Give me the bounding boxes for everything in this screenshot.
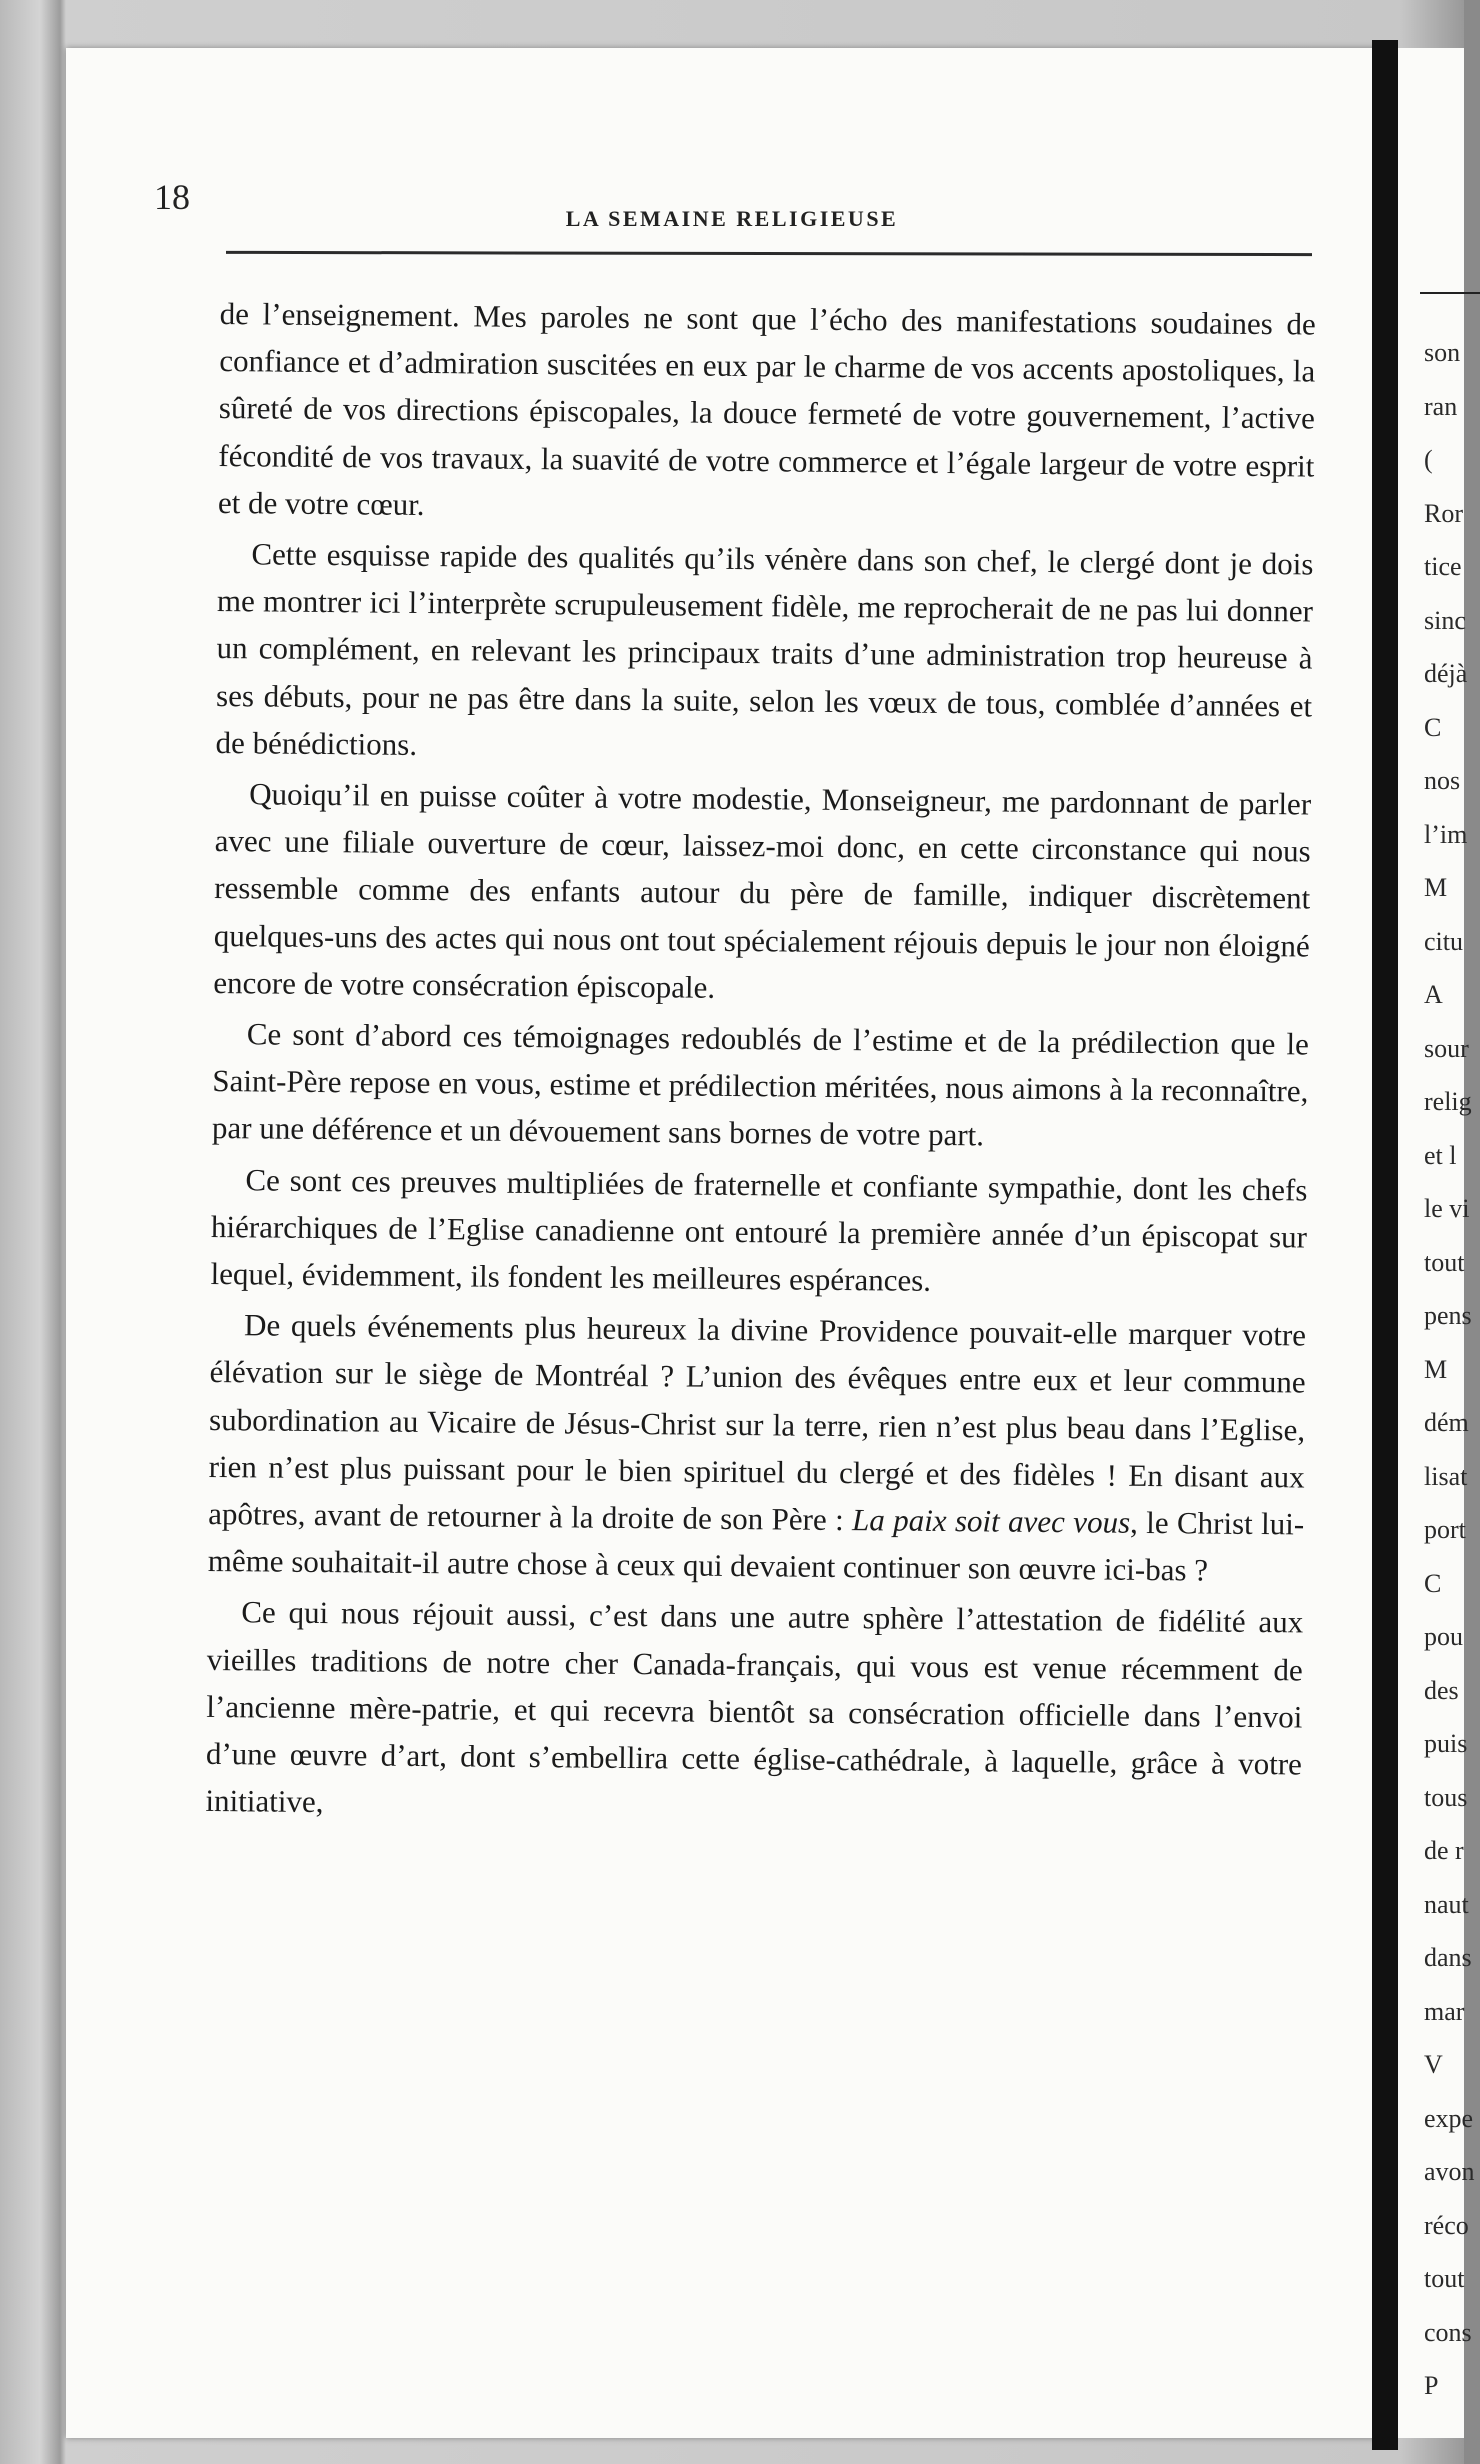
adjacent-page-fragment: des [1424, 1675, 1459, 1705]
adjacent-page-fragment: Ror [1424, 498, 1463, 528]
paragraph [208, 1301, 1307, 1595]
adjacent-page-fragment: expe [1424, 2103, 1474, 2133]
adjacent-page-fragment: le vi [1424, 1194, 1470, 1223]
adjacent-page-fragment: mar [1424, 1996, 1465, 2026]
adjacent-page-fragment: l’im [1424, 819, 1468, 849]
adjacent-page-fragment: M [1424, 1354, 1448, 1384]
adjacent-page-fragment: cons [1424, 2317, 1472, 2347]
adjacent-page-fragment: port [1424, 1515, 1466, 1544]
adjacent-page-fragment: ( [1424, 445, 1433, 474]
adjacent-page-fragment: sour [1424, 1033, 1469, 1063]
adjacent-page-fragment: sinc [1424, 605, 1466, 635]
adjacent-page-fragment: réco [1424, 2210, 1469, 2240]
adjacent-page [1398, 48, 1475, 2438]
paragraph: Ce sont ces preuves multipliées de fraternelle et confiante sympathie, dont les chefs hiérarchiques de l’Eglise canadienne ont entouré la première année d’un épiscopat sur lequel, évidemment, ils fondent les meilleures espérances. [210, 1161, 1308, 1298]
adjacent-page-fragment: avon [1424, 2157, 1475, 2186]
running-head: LA SEMAINE RELIGIEUSE [565, 206, 899, 231]
book-gutter [1372, 40, 1398, 2450]
paragraph: Quoiqu’il en puisse coûter à votre modestie, Monseigneur, me pardonnant de parler avec une filiale ouverture de cœur, laissez-moi donc, en cette circonstance qui nous ressemble comme des enfants autour du père de famille, indiquer discrètement quelques-uns des actes qui nous ont tout spécialement réjouis depuis le jour non éloigné encore de votre consécration épiscopale. [213, 776, 1312, 1005]
adjacent-page-fragment: P [1424, 2371, 1439, 2400]
adjacent-page-fragment: tice [1424, 552, 1462, 581]
paragraph-text: De quels événements plus heureux la divine Providence pouvait-elle marquer votre élévation sur le siège de Montréal ? L’union des évêques entre eux et leur commune subordination au Vicaire de Jésus-Christ sur la terre, rien n’est plus beau dans l’Eglise, rien n’est plus puissant pour le bien spirituel du clergé et des fidèles ! En disant aux apôtres, avant de retourner à la droite de son Père : [208, 1307, 1307, 1538]
adjacent-page-fragment: tout [1424, 1247, 1465, 1277]
adjacent-page-fragment: C [1424, 712, 1442, 742]
paragraph-text: , le Christ lui-même souhaitait-il autre chose à ceux qui devaient continuer son œuvre ici-bas ? [207, 1504, 1305, 1588]
adjacent-page-fragment: son [1424, 338, 1461, 367]
body-text [205, 290, 1316, 1839]
paragraph: Ce qui nous réjouit aussi, c’est dans une autre sphère l’attestation de fidélité aux vieilles traditions de notre cher Canada-français, qui vous est venue récemment de l’ancienne mère-patrie, et qui recevra bientôt sa consécration officielle dans l’envoi d’une œuvre d’art, dont s’embellira cette église-cathédrale, à laquelle, grâce à votre initiative, [205, 1594, 1304, 1820]
adjacent-page-fragment: pou [1424, 1622, 1463, 1651]
adjacent-page-fragment: relig [1424, 1087, 1472, 1116]
adjacent-page-fragment: C [1424, 1568, 1442, 1598]
adjacent-page-fragment: dans [1424, 1943, 1472, 1972]
adjacent-page-fragment: et l [1424, 1140, 1457, 1170]
adjacent-page-fragment: lisat [1424, 1461, 1468, 1491]
adjacent-page-fragment: de r [1424, 1836, 1464, 1865]
paragraph: Ce sont d’abord ces témoignages redoublés de l’estime et de la prédilection que le Saint-Père repose en vous, estime et prédilection méritées, nous aimons à la reconnaître, par une déférence et un dévouement sans bornes de votre part. [211, 1016, 1309, 1153]
adjacent-page-fragment: puis [1424, 1729, 1468, 1758]
adjacent-page-fragment: naut [1424, 1889, 1469, 1919]
paragraph: de l’enseignement. Mes paroles ne sont que l’écho des manifestations soudaines de confiance et d’admiration suscitées en eux par le charme de vos accents apostoliques, la sûreté de vos directions épiscopales, la douce fermeté de votre gouvernement, l’active fécondité de vos travaux, la suavité de votre commerce et l’égale largeur de votre esprit et de votre cœur. [217, 295, 1316, 522]
adjacent-page-fragment: déjà [1424, 659, 1468, 688]
adjacent-page-fragment: tout [1424, 2264, 1465, 2293]
paragraph: Cette esquisse rapide des qualités qu’ils vénère dans son chef, le clergé dont je dois me montrer ici l’interprète scrupuleusement fidèle, me reprocherait de ne pas lui donner un complément, en relevant les principaux traits d’une administration trop heureuse à ses débuts, pour ne pas être dans la suite, selon les vœux de tous, comblée d’années et de bénédictions. [215, 536, 1314, 762]
adjacent-page-fragment: nos [1424, 766, 1461, 795]
adjacent-page-fragment: citu [1424, 926, 1463, 956]
adjacent-page-fragment: pens [1424, 1301, 1472, 1330]
adjacent-page-fragment: dém [1424, 1408, 1469, 1437]
adjacent-page-fragment: A [1424, 980, 1443, 1009]
quoted-phrase: La paix soit avec vous [851, 1502, 1131, 1540]
adjacent-page-fragment: ran [1424, 391, 1458, 421]
adjacent-page-fragment: M [1424, 873, 1448, 902]
adjacent-page-fragment: V [1424, 2050, 1443, 2079]
adjacent-page-fragment: tous [1424, 1782, 1468, 1812]
adjacent-head-rule [1420, 292, 1480, 294]
page-number: 18 [154, 177, 190, 217]
